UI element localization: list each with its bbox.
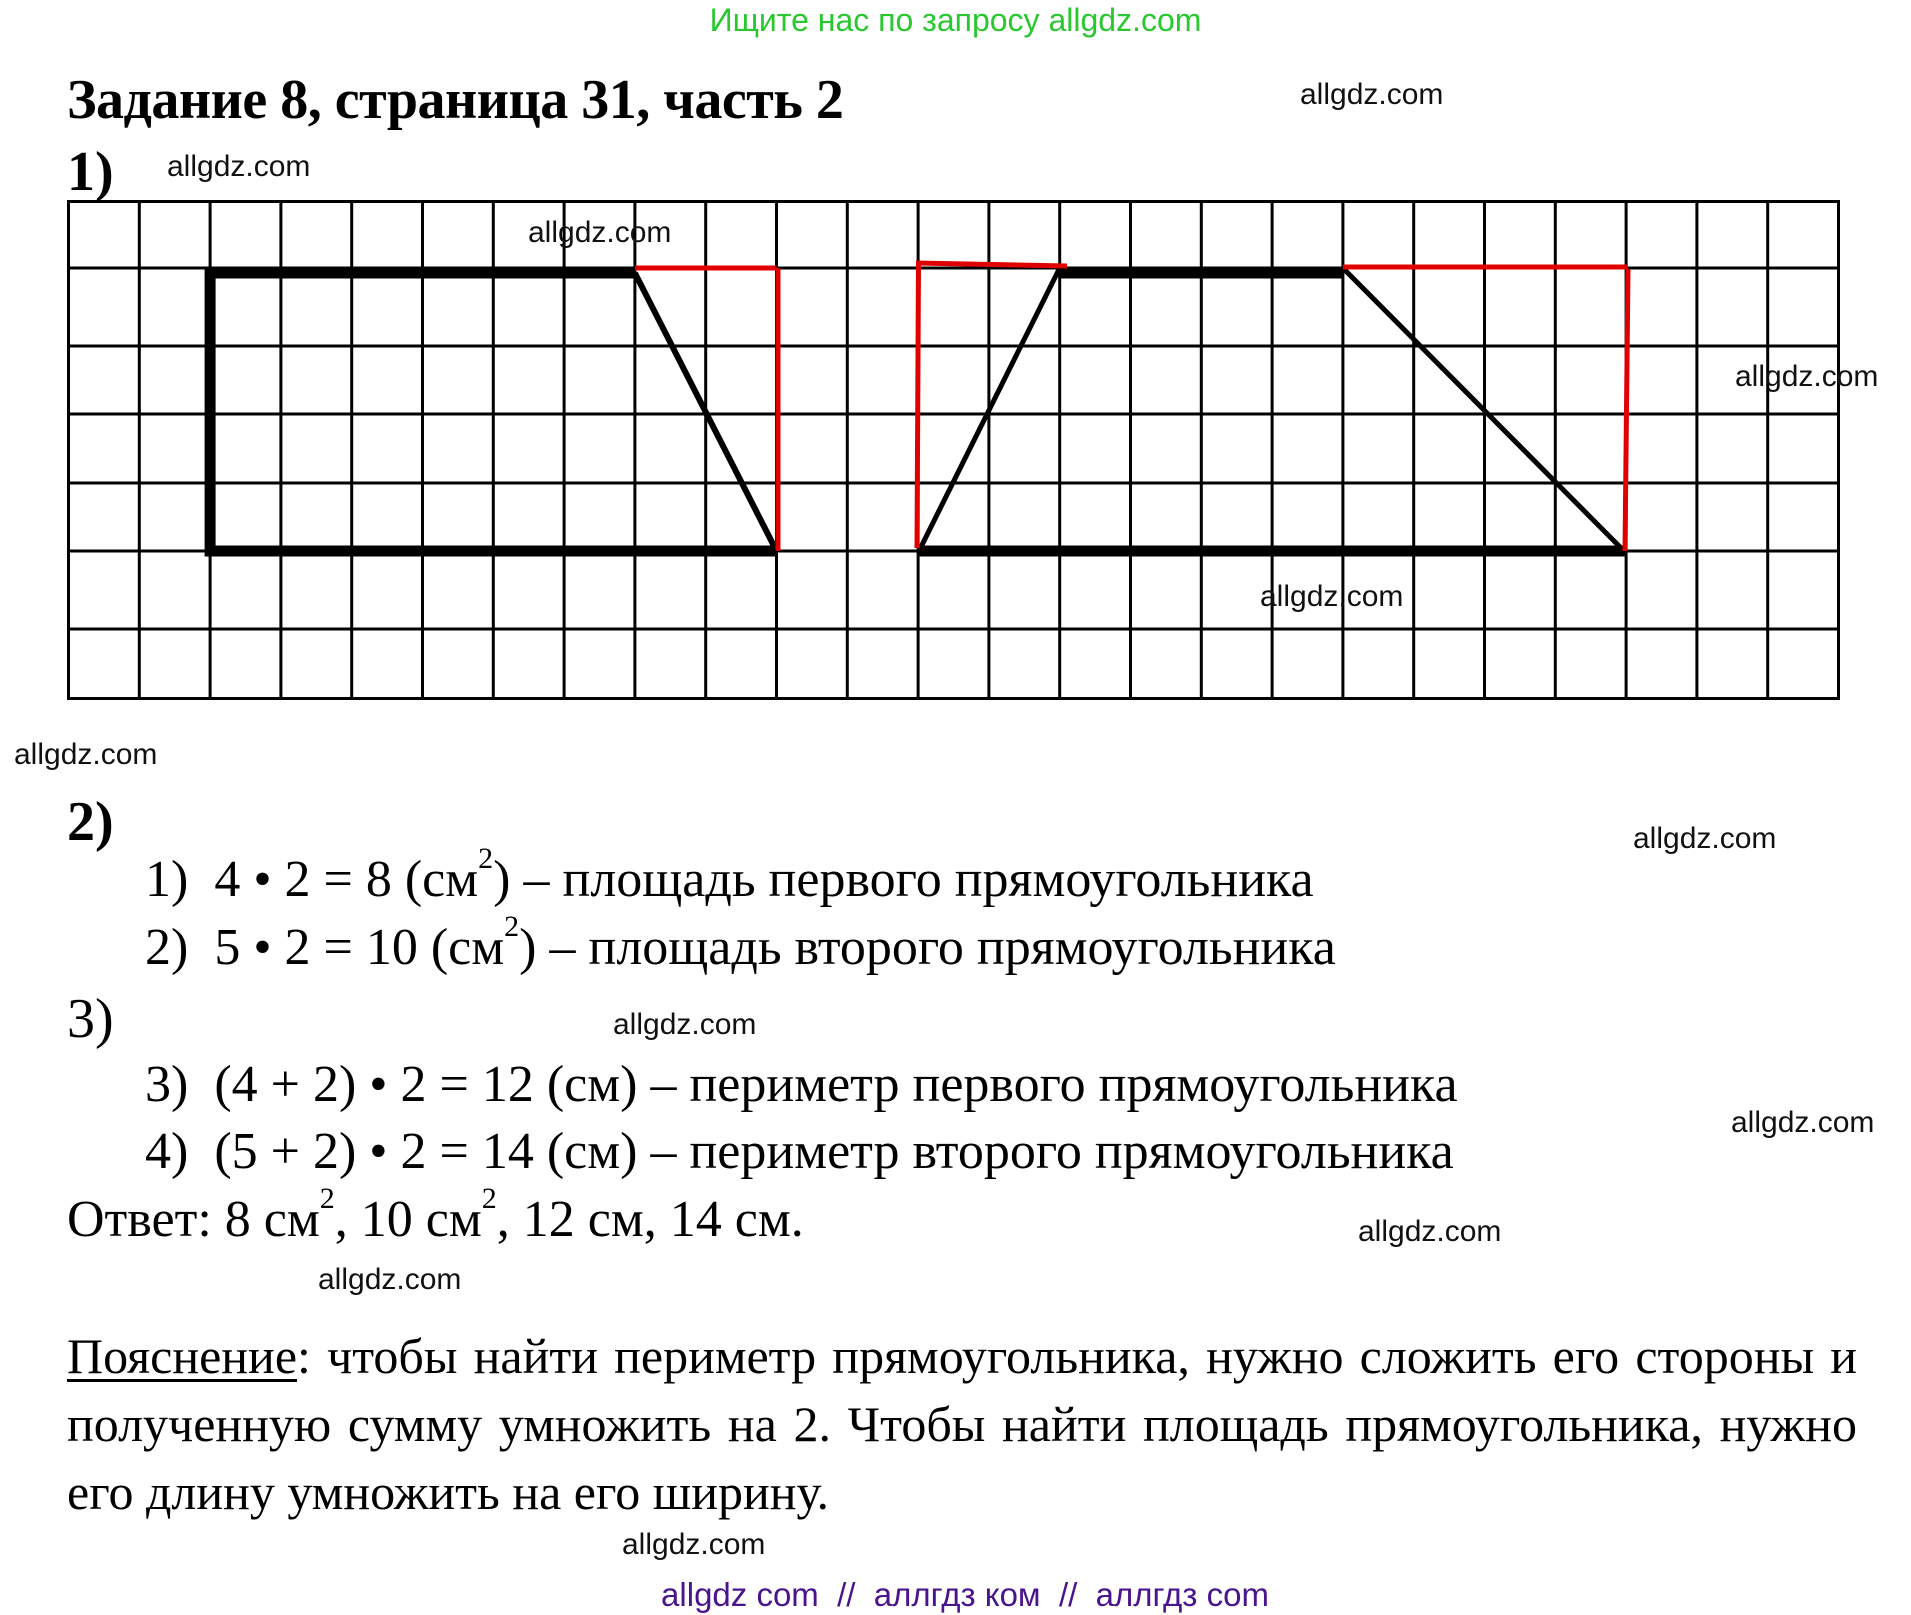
explanation-label: Пояснение [67,1328,298,1384]
watermark: allgdz.com [1358,1215,1502,1248]
watermark: allgdz.com [528,216,672,249]
page-title: Задание 8, страница 31, часть 2 [67,69,844,131]
part-3-label: 3) [67,988,114,1050]
answer-line: Ответ: 8 $см^2$, 10 $см^2$, 12 см, 14 см. [67,1182,804,1248]
watermark: allgdz.com [14,738,158,771]
explanation-paragraph [67,1322,1857,1526]
explanation-text: : чтобы найти периметр прямоугольника, нужно сложить его стороны и полученную сумму умножить на 2. Чтобы найти площадь прямоугольника, нужно его длину умножить на его ширину. [67,1328,1857,1520]
solution-line-4: 4) (5 + 2) • 2 = 14 (см) – периметр второго прямоугольника [145,1123,1454,1180]
solution-line-1: 1) 4 • 2 = 8 $(см^2)$ – площадь первого прямоугольника [145,842,1314,908]
grid-svg [67,200,1842,705]
watermark: allgdz.com [622,1528,766,1561]
part-2-label: 2) [67,791,114,853]
grid-drawing [67,200,1842,710]
watermark: allgdz.com [1260,580,1404,613]
watermark: allgdz.com [167,150,311,183]
watermark: allgdz.com [1735,360,1879,393]
watermark: allgdz.com [1300,78,1444,111]
watermark: allgdz.com [1731,1106,1875,1139]
footer-links: allgdz com // аллгдз ком // аллгдз com [661,1576,1269,1613]
part-1-label: 1) [67,141,114,203]
watermark: allgdz.com [613,1008,757,1041]
solution-line-2: 2) 5 • 2 = 10 $(см^2)$ – площадь второго прямоугольника [145,910,1336,976]
solution-line-3: 3) (4 + 2) • 2 = 12 (см) – периметр первого прямоугольника [145,1056,1458,1113]
watermark: allgdz.com [318,1263,462,1296]
search-banner: Ищите нас по запросу allgdz.com [709,2,1202,38]
watermark: allgdz.com [1633,822,1777,855]
